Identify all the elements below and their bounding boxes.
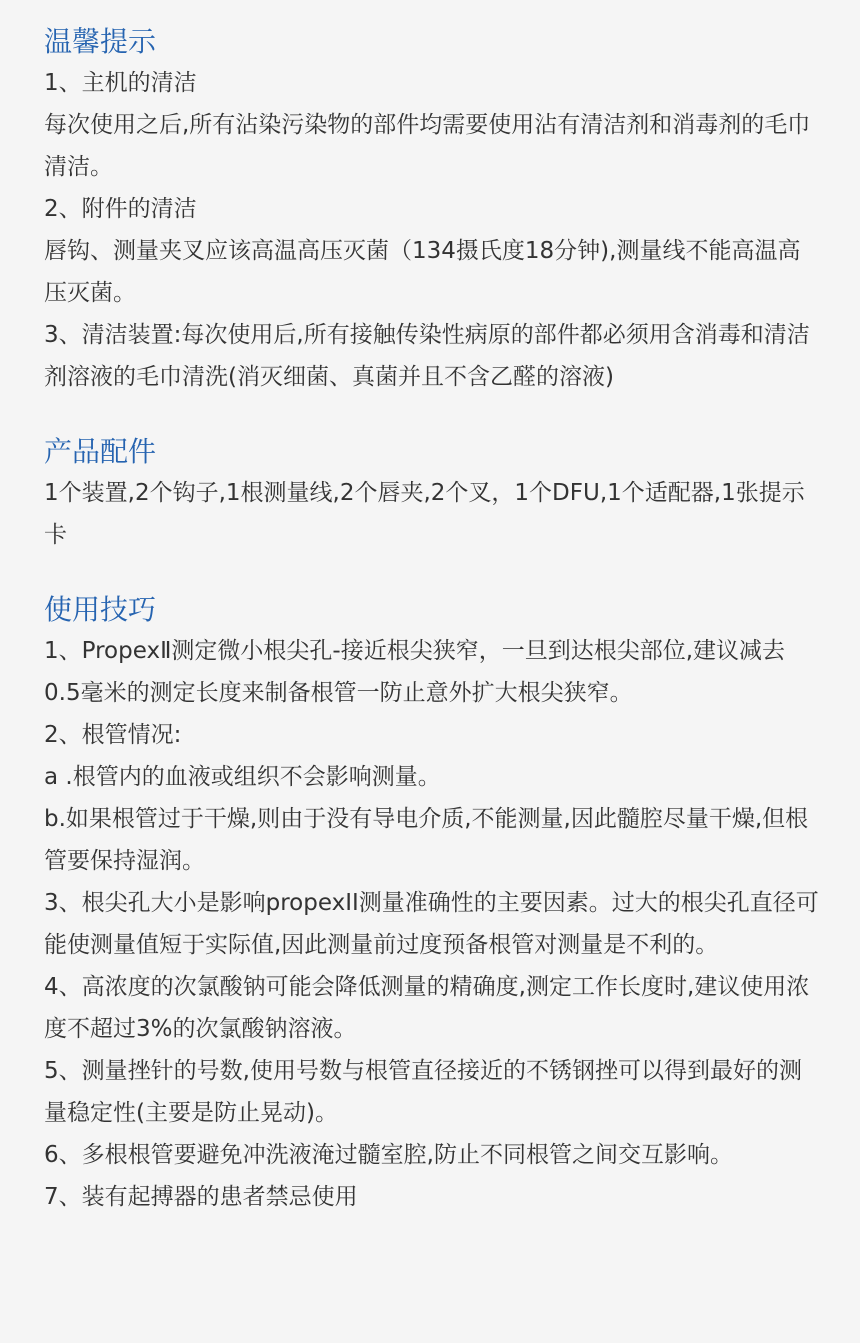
paragraph: 5、测量挫针的号数,使用号数与根管直径接近的不锈钢挫可以得到最好的测量稳定性(主要是防止晃动)。 [44, 1058, 802, 1126]
section-title: 使用技巧 [44, 593, 157, 626]
section-usage-tips [44, 590, 820, 1218]
section-tips [44, 22, 820, 398]
paragraph: 3、清洁装置:每次使用后,所有接触传染性病原的部件都必须用含消毒和清洁剂溶液的毛巾清洗(消灭细菌、真菌并且不含乙醛的溶液) [44, 322, 810, 390]
paragraph: 4、高浓度的次氯酸钠可能会降低测量的精确度,测定工作长度时,建议使用浓度不超过3%的次氯酸钠溶液。 [44, 974, 810, 1042]
section-title: 产品配件 [44, 435, 157, 468]
paragraph: 7、装有起搏器的患者禁忌使用 [44, 1184, 358, 1210]
paragraph: 3、根尖孔大小是影响propexII测量准确性的主要因素。过大的根尖孔直径可能使测量值短于实际值,因此测量前过度预备根管对测量是不利的。 [44, 890, 819, 958]
paragraph: 唇钩、测量夹叉应该高温高压灭菌（134摄氏度18分钟),测量线不能高温高压灭菌。 [44, 238, 801, 306]
paragraph: 1个装置,2个钩子,1根测量线,2个唇夹,2个叉，1个DFU,1个适配器,1张提示卡 [44, 480, 805, 548]
paragraph: 1、PropexⅡ测定微小根尖孔-接近根尖狭窄，一旦到达根尖部位,建议减去0.5毫米的测定长度来制备根管一防止意外扩大根尖狭窄。 [44, 638, 786, 706]
paragraph: b.如果根管过于干燥,则由于没有导电介质,不能测量,因此髓腔尽量干燥,但根管要保持湿润。 [44, 806, 809, 874]
paragraph: 2、根管情况: [44, 722, 182, 748]
paragraph: 每次使用之后,所有沾染污染物的部件均需要使用沾有清洁剂和消毒剂的毛巾清洁。 [44, 112, 811, 180]
paragraph: 2、附件的清洁 [44, 196, 197, 222]
paragraph: 6、多根根管要避免冲洗液淹过髓室腔,防止不同根管之间交互影响。 [44, 1142, 733, 1168]
section-accessories [44, 432, 820, 556]
paragraph: 1、主机的清洁 [44, 70, 197, 96]
paragraph: a .根管内的血液或组织不会影响测量。 [44, 764, 441, 790]
section-title: 温馨提示 [44, 25, 157, 58]
